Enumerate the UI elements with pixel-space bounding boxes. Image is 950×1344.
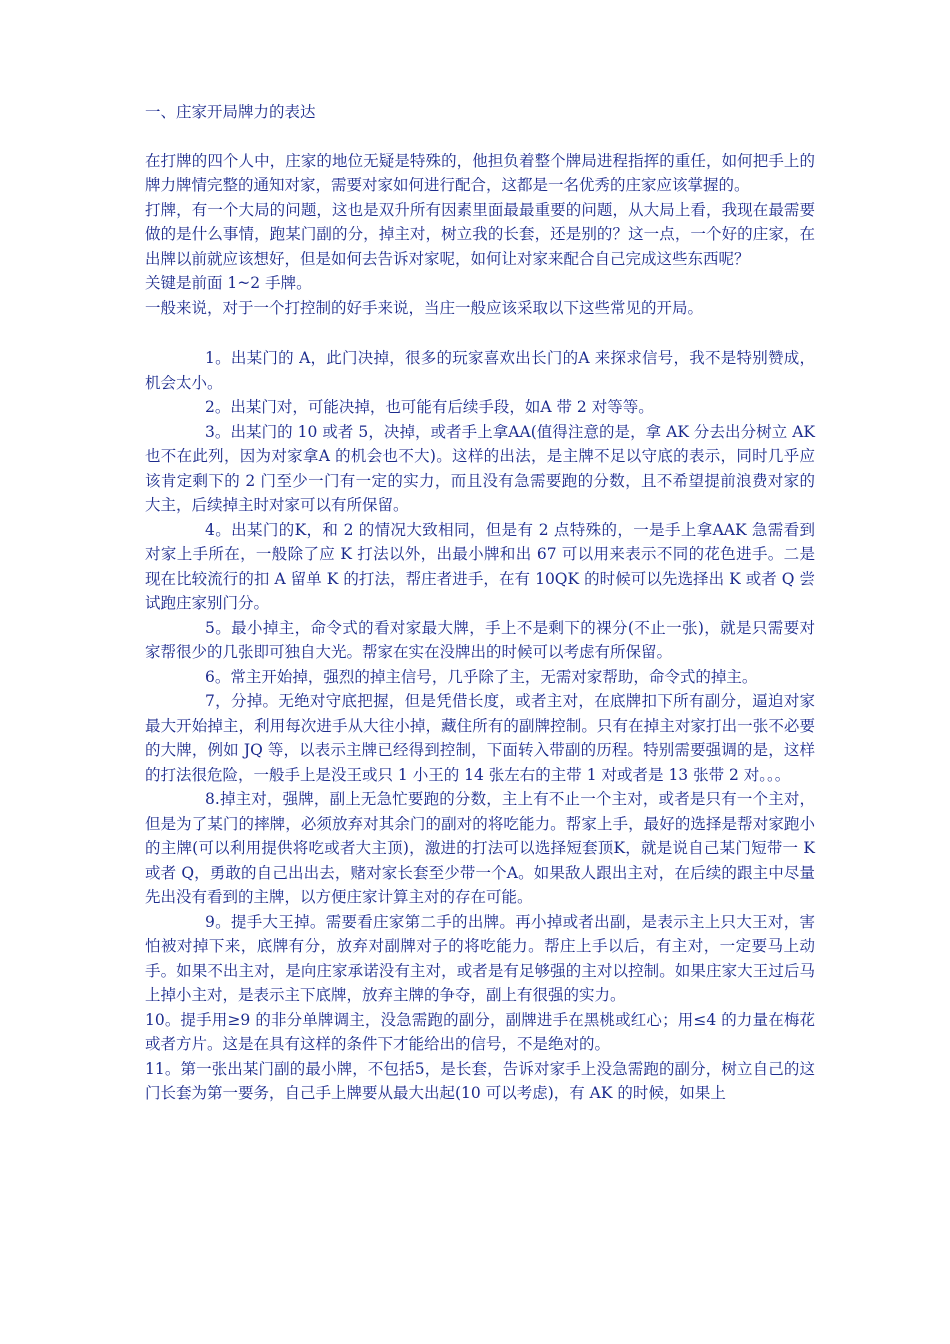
opening-item: 11。第一张出某门副的最小牌，不包括5，是长套，告诉对家手上没急需跑的副分，树立自己的这门长套为第一要务，自己手上牌要从最大出起(10 可以考虑)，有 AK 的时候，如果上 — [145, 1059, 815, 1102]
opening-item: 4。出某门的K，和 2 的情况大致相同，但是有 2 点特殊的，一是手上拿AAK 急需看到对家上手所在，一般除了应 K 打法以外，出最小牌和出 67 可以用来表示不同的花色进手。二是现在比较流行的扣 A 留单 K 的打法，帮庄者进手，在有 10QK 的时候可以先选择出 K 或者 Q 尝试跑庄家别门分。 — [145, 520, 815, 612]
opening-item: 1。出某门的 A，此门决掉，很多的玩家喜欢出长门的A 来探求信号，我不是特别赞成，机会太小。 — [145, 349, 815, 392]
opening-item: 3。出某门的 10 或者 5，决掉，或者手上拿AA(值得注意的是，拿 AK 分去出分树立 AK 也不在此列，因为对家拿A 的机会也不大)。这样的出法，是主牌不足以守底的表示，同时几乎应该肯定剩下的 2 门至少一门有一定的实力，而且没有急需要跑的分数，且不希望提前浪费对家的大主，后续掉主时对家可以有所保留。 — [145, 422, 815, 514]
opening-item: 2。出某门对，可能决掉，也可能有后续手段，如A 带 2 对等等。 — [205, 398, 654, 416]
intro-paragraph: 关键是前面 1~2 手牌。 — [145, 274, 312, 292]
document-body — [145, 100, 815, 1106]
opening-item: 9。提手大王掉。需要看庄家第二手的出牌。再小掉或者出副，是表示主上只大王对，害怕被对掉下来，底牌有分，放弃对副牌对子的将吃能力。帮庄上手以后，有主对，一定要马上动手。如果不出主对，是向庄家承诺没有主对，或者是有足够强的主对以控制。如果庄家大王过后马上掉小主对，是表示主下底牌，放弃主牌的争夺，副上有很强的实力。 — [145, 912, 815, 1004]
opening-item: 5。最小掉主，命令式的看对家最大牌，手上不是剩下的裸分(不止一张)，就是只需要对家帮很少的几张即可独自大光。帮家在实在没牌出的时候可以考虑有所保留。 — [145, 618, 815, 661]
intro-paragraph: 一般来说，对于一个打控制的好手来说，当庄一般应该采取以下这些常见的开局。 — [145, 298, 704, 317]
paragraph-spacer — [145, 320, 815, 346]
opening-item: 10。提手用≥9 的非分单牌调主，没急需跑的副分，副牌进手在黑桃或红心；用≤4 的力量在梅花或者方片。这是在具有这样的条件下才能给出的信号，不是绝对的。 — [145, 1010, 815, 1053]
intro-paragraph: 打牌，有一个大局的问题，这也是双升所有因素里面最最重要的问题，从大局上看，我现在最需要做的是什么事情，跑某门副的分，掉主对，树立我的长套，还是别的？这一点，一个好的庄家，在出牌以前就应该想好，但是如何去告诉对家呢，如何让对家来配合自己完成这些东西呢？ — [145, 200, 815, 268]
intro-paragraph: 在打牌的四个人中，庄家的地位无疑是特殊的，他担负着整个牌局进程指挥的重任，如何把手上的牌力牌情完整的通知对家，需要对家如何进行配合，这都是一名优秀的庄家应该掌握的。 — [145, 151, 815, 194]
opening-item: 6。常主开始掉，强烈的掉主信号，几乎除了主，无需对家帮助，命令式的掉主。 — [205, 667, 758, 686]
opening-item: 8.掉主对，强牌，副上无急忙要跑的分数，主上有不止一个主对，或者是只有一个主对，但是为了某门的摔牌，必须放弃对其余门的副对的将吃能力。帮家上手，最好的选择是帮对家跑小的主牌(可以利用提供将吃或者大主顶)，激进的打法可以选择短套顶K，就是说自己某门短带一 K 或者 Q，勇敢的自己出出去，赌对家长套至少带一个A。如果敌人跟出主对，在后续的跟主中尽量先出没有看到的主牌，以方便庄家计算主对的存在可能。 — [145, 790, 815, 906]
section-heading: 一、庄家开局牌力的表达 — [145, 103, 316, 121]
opening-item: 7，分掉。无绝对守底把握，但是凭借长度，或者主对，在底牌扣下所有副分，逼迫对家最大开始掉主，利用每次进手从大往小掉，藏住所有的副牌控制。只有在掉主对家打出一张不必要的大牌，例如 JQ 等，以表示主牌已经得到控制，下面转入带副的历程。特别需要强调的是，这样的打法很危险，一般手上是没王或只 1 小王的 14 张左右的主带 1 对或者是 13 张带 2 对。。。 — [145, 692, 815, 784]
